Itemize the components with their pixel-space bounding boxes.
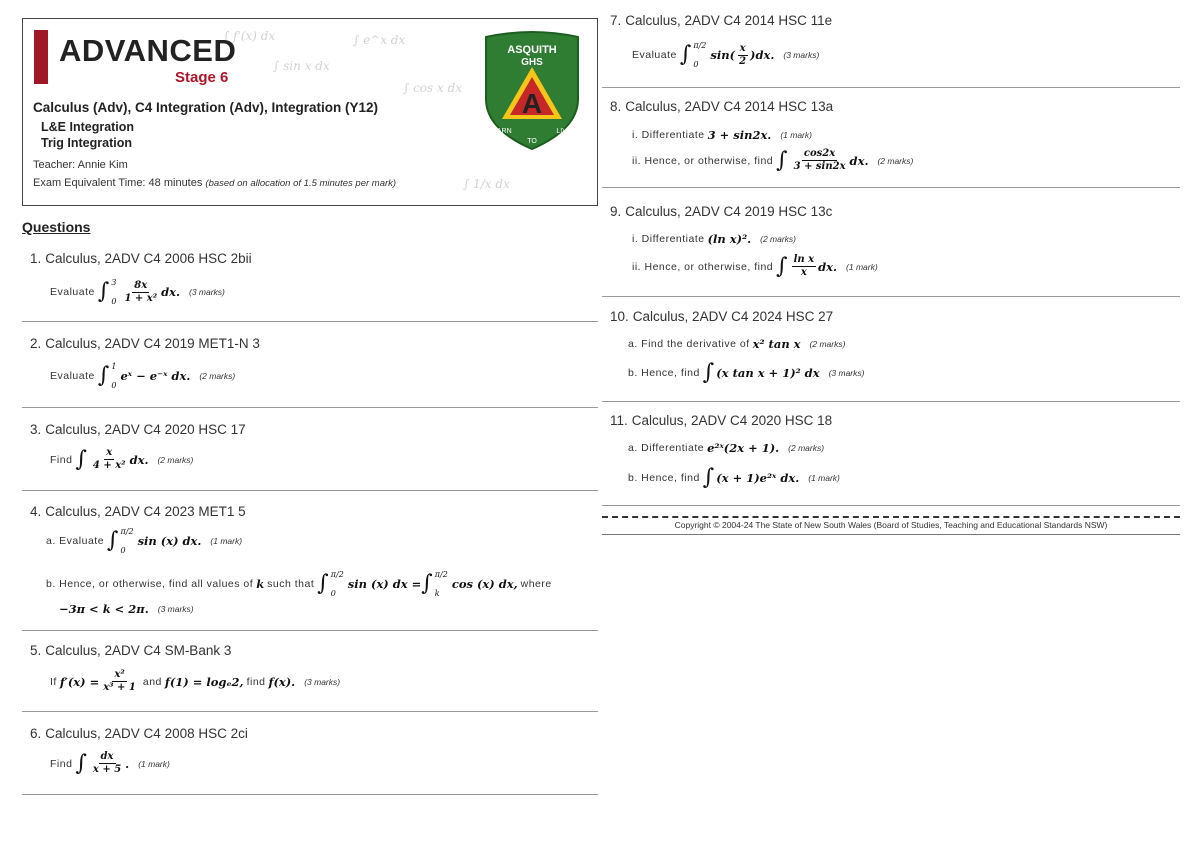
question-part-i: i. Differentiate (ln x)². (2 marks) [632, 232, 796, 246]
logo-sub: GHS [521, 57, 543, 68]
question-6 [22, 726, 598, 796]
question-part: Evaluate ∫ 3 0 $\frac{8x}{\text{1 + x²}}$ dx. (3 marks) [50, 278, 225, 306]
question-11 [602, 413, 1180, 507]
question-title: 2. Calculus, 2ADV C4 2019 MET1-N 3 [30, 336, 260, 351]
question-title: 11. Calculus, 2ADV C4 2020 HSC 18 [610, 413, 833, 428]
question-1 [22, 251, 598, 323]
footer-dashed-rule [602, 516, 1180, 518]
logo-letter: A [521, 88, 543, 119]
question-title: 3. Calculus, 2ADV C4 2020 HSC 17 [30, 422, 246, 437]
exam-time-note: (based on allocation of 1.5 minutes per mark) [205, 178, 397, 189]
question-4 [22, 504, 598, 632]
divider [22, 794, 598, 795]
teacher-line: Teacher: Annie Kim [33, 159, 128, 171]
copyright-notice: Copyright © 2004-24 The State of New South Wales (Board of Studies, Teaching and Educational Standards NSW) [674, 520, 1108, 530]
brand-bar [34, 30, 48, 84]
divider [22, 321, 598, 322]
footer-rule [602, 534, 1180, 535]
watermark-formula: ∫ sin x dx [273, 59, 330, 73]
question-5 [22, 643, 598, 713]
logo-motto-2: TO [527, 138, 537, 145]
question-part-a: a. Evaluate ∫ π/2 0 sin (x) dx. (1 mark) [46, 527, 243, 555]
divider [602, 187, 1180, 188]
watermark-formula: ∫ e^x dx [353, 33, 406, 47]
divider [602, 296, 1180, 297]
divider [602, 401, 1180, 402]
question-part-b: b. Hence, find ∫ (x + 1)e²ˣ dx. (1 mark) [628, 465, 840, 490]
exam-time [33, 177, 396, 189]
topic-heading: Calculus (Adv), C4 Integration (Adv), Integration (Y12) [33, 100, 379, 115]
question-title: 1. Calculus, 2ADV C4 2006 HSC 2bii [30, 251, 252, 266]
question-part: Evaluate ∫ 1 0 eˣ − e⁻ˣ dx. (2 marks) [50, 362, 236, 390]
question-part: Evaluate ∫ π/2 0 sin ( $\frac{x}{2}$ ) dx. (3 marks) [632, 41, 820, 69]
questions-heading: Questions [22, 219, 91, 235]
stage-label: Stage 6 [175, 69, 229, 86]
question-part-ii: ii. Hence, or otherwise, find ∫ $\frac{\cos 2x}{3 + \sin 2x}$ dx. (2 marks) [632, 147, 914, 173]
question-10 [602, 309, 1180, 403]
question-title: 5. Calculus, 2ADV C4 SM-Bank 3 [30, 643, 232, 658]
logo-name: ASQUITH [507, 44, 557, 56]
divider [602, 87, 1180, 88]
divider [22, 711, 598, 712]
question-part-a: a. Find the derivative of x² tan x (2 marks) [628, 337, 846, 351]
watermark-formula: ∫ 1/x dx [463, 177, 510, 191]
question-9 [602, 204, 1180, 298]
logo-motto-3: LIVE [556, 128, 572, 135]
divider [22, 490, 598, 491]
question-part: Find ∫ $\frac{dx}{x + 5}$ . (1 mark) [50, 750, 170, 776]
question-part-b-condition: −3π < k < 2π. (3 marks) [59, 602, 194, 616]
subtopic-2: Trig Integration [41, 136, 132, 150]
watermark-formula: ∫ f'(x) dx [223, 29, 276, 43]
watermark-formula: ∫ cos x dx [403, 81, 463, 95]
worksheet-title: ADVANCED [59, 33, 237, 68]
subtopic-1: L&E Integration [41, 120, 135, 134]
question-title: 8. Calculus, 2ADV C4 2014 HSC 13a [610, 99, 834, 114]
logo-motto-1: LEARN [488, 128, 512, 135]
question-part: Find ∫ $\frac{x}{\text{4 + x²}}$ dx. (2 marks) [50, 446, 194, 472]
question-7 [602, 13, 1180, 89]
question-part-i: i. Differentiate 3 + sin2x. (1 mark) [632, 128, 812, 142]
question-title: 7. Calculus, 2ADV C4 2014 HSC 11e [610, 13, 833, 28]
divider [22, 630, 598, 631]
question-title: 4. Calculus, 2ADV C4 2023 MET1 5 [30, 504, 246, 519]
question-part-ii: ii. Hence, or otherwise, find ∫ $\frac{\text{ln x}}{x}$ dx. (1 mark) [632, 253, 878, 279]
question-title: 6. Calculus, 2ADV C4 2008 HSC 2ci [30, 726, 248, 741]
worksheet-header [22, 18, 598, 206]
exam-time-label: Exam Equivalent Time: 48 minutes [33, 177, 203, 189]
question-part: If f′(x) = $\frac{\text{x²}}{\text{x³ + 1}}$ and f(1) = logₑ2, find f(x). (3 marks) [50, 669, 341, 693]
question-part-b: b. Hence, find ∫ (x tan x + 1)² dx (3 marks) [628, 360, 865, 385]
question-3 [22, 422, 598, 492]
divider [602, 505, 1180, 506]
question-part-a: a. Differentiate e²ˣ(2x + 1). (2 marks) [628, 441, 825, 455]
question-title: 9. Calculus, 2ADV C4 2019 HSC 13c [610, 204, 833, 219]
divider [22, 407, 598, 408]
question-8 [602, 99, 1180, 189]
question-2 [22, 336, 598, 408]
question-title: 10. Calculus, 2ADV C4 2024 HSC 27 [610, 309, 834, 324]
question-part-b: b. Hence, or otherwise, find all values of k such that ∫ π/2 0 sin (x) dx = ∫ π/2 k cos (x) dx, where [46, 570, 552, 598]
school-crest-logo [476, 29, 588, 153]
